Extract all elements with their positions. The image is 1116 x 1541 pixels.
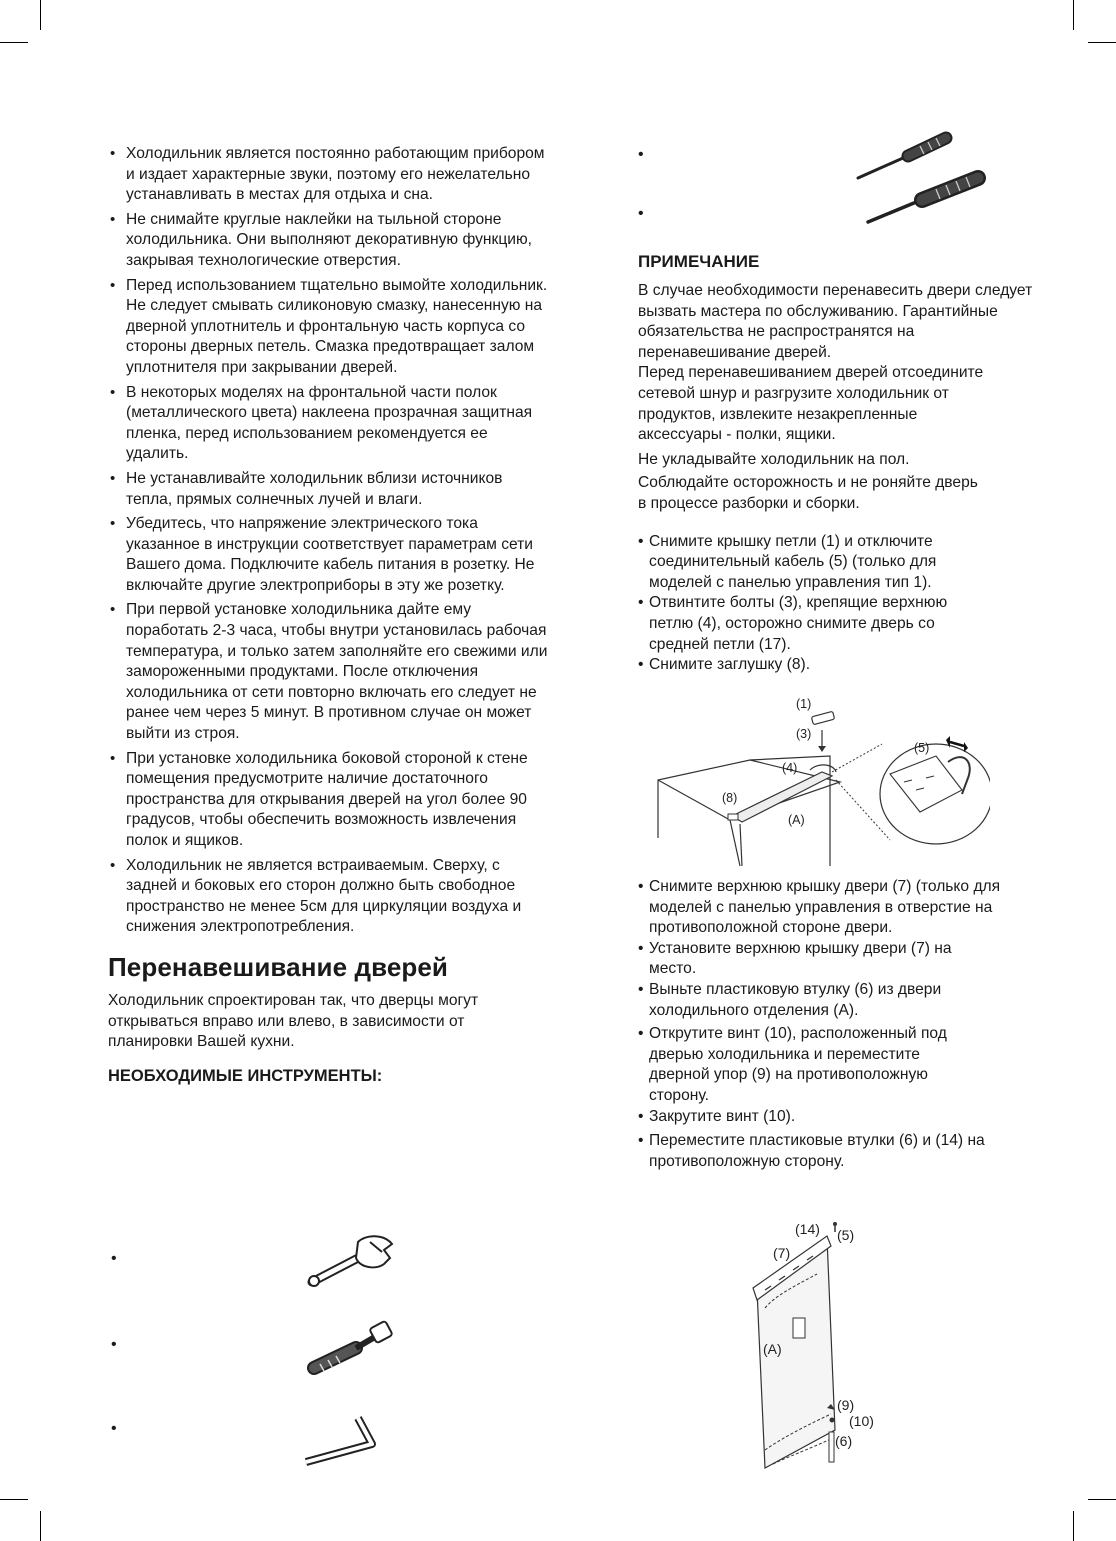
figure-label: (4) xyxy=(782,761,798,775)
figure-label: (A) xyxy=(788,813,805,827)
steps-list-2 xyxy=(638,877,1008,1172)
list-item: • Открутите винт (10), расположенный под дверью холодильника и переместите дверной упор (9) на противоположную сторону. xyxy=(638,1024,979,1106)
list-item: • Убедитесь, что напряжение электрического тока указанное в инструкции соответствует параметрам сети Вашего дома. Подключите кабель питания в розетку. Не включайте другие электроприборы в эту же розетку. xyxy=(108,514,548,596)
steps-list-1 xyxy=(638,532,983,676)
note-paragraph: Не укладывайте холодильник на пол. xyxy=(638,450,910,468)
tools-title: НЕОБХОДИМЫЕ ИНСТРУМЕНТЫ: xyxy=(108,1066,383,1085)
list-item: • Снимите крышку петли (1) и отключите соединительный кабель (5) (только для моделей с панелью управления тип 1). xyxy=(638,532,983,594)
list-item: • В некоторых моделях на фронтальной части полок (металлического цвета) наклеена прозрачная защитная пленка, перед использованием рекомендуется ее удалить. xyxy=(108,383,548,465)
list-item: • При первой установке холодильника дайте ему поработать 2-3 часа, чтобы внутри установилась рабочая температура, и только затем заполняйте его свежими или замороженными продуктами. После отключения холодильника от сети повторно включать его следует не ранее чем через 5 минут. В противном случае он может выйти из строя. xyxy=(108,600,548,744)
door-figure xyxy=(735,1218,895,1470)
list-item: • Снимите заглушку (8). xyxy=(638,655,983,676)
crop-mark xyxy=(40,1511,41,1541)
crop-mark xyxy=(0,1499,28,1500)
figure-label: (14) xyxy=(795,1221,820,1237)
crop-mark xyxy=(40,0,41,30)
wrench-icon xyxy=(300,1232,400,1292)
figure-label: (8) xyxy=(722,791,738,805)
list-item: • При установке холодильника боковой стороной к стене помещения предусмотрите наличие достаточного пространства для открывания дверей на угол более 90 градусов, чтобы обеспечить возможность извлечения полок и ящиков. xyxy=(108,749,548,852)
precautions-list xyxy=(108,144,548,938)
right-column xyxy=(638,252,1058,676)
crop-mark xyxy=(1088,42,1116,43)
list-item: • Не снимайте круглые наклейки на тыльной стороне холодильника. Они выполняют декоративную функцию, закрывая технологические отверстия. xyxy=(108,210,548,272)
list-item: • Холодильник является постоянно работающим прибором и издает характерные звуки, поэтому его нежелательно устанавливать в местах для отдыха и сна. xyxy=(108,144,548,206)
figure-label: (7) xyxy=(773,1245,791,1261)
hinge-removal-figure xyxy=(650,690,990,874)
figure-label: (5) xyxy=(837,1227,855,1243)
figure-label: (6) xyxy=(835,1433,853,1449)
list-item: • Снимите верхнюю крышку двери (7) (только для моделей с панелью управления в отверстие на противоположной стороне двери. xyxy=(638,877,1008,939)
list-item: • Не устанавливайте холодильник вблизи источников тепла, прямых солнечных лучей и влаги. xyxy=(108,469,548,510)
note-paragraph: В случае необходимости перенавесить двери следует вызвать мастера по обслуживанию. Гарантийные обязательства не распространятся на перенавешивание дверей. xyxy=(638,282,1033,361)
list-item: • Холодильник не является встраиваемым. Сверху, с задней и боковых его сторон должно быть свободное пространство не менее 5см для циркуляции воздуха и снижения электропотребления. xyxy=(108,856,548,938)
figure-label: (9) xyxy=(837,1397,855,1413)
note-paragraph: Соблюдайте осторожность и не роняйте дверь в процессе разборки и сборки. xyxy=(638,474,978,512)
phillips-screwdriver-icon xyxy=(860,168,990,230)
list-item: • Выньте пластиковую втулку (6) из двери холодильного отделения (А). xyxy=(638,980,1008,1021)
right-column-lower xyxy=(638,877,1058,1172)
figure-label: (10) xyxy=(849,1413,874,1429)
figure-label: (3) xyxy=(796,727,812,741)
crop-mark xyxy=(1088,1499,1116,1500)
figure-label: (1) xyxy=(796,697,812,711)
left-column xyxy=(108,144,548,1086)
note-title: ПРИМЕЧАНИЕ xyxy=(638,252,760,271)
list-item: • Закрутите винт (10). xyxy=(638,1107,1008,1128)
crop-mark xyxy=(1073,1511,1074,1541)
crop-mark xyxy=(0,42,28,43)
section-intro: Холодильник спроектирован так, что дверцы могут открываться вправо или влево, в зависимости от планировки Вашей кухни. xyxy=(108,991,479,1051)
figure-label: (A) xyxy=(763,1341,782,1357)
list-item: • Установите верхнюю крышку двери (7) на место. xyxy=(638,939,979,980)
crop-mark xyxy=(1073,0,1074,30)
socket-wrench-icon xyxy=(300,1318,400,1380)
list-item: • Отвинтите болты (3), крепящие верхнюю петлю (4), осторожно снимите дверь со средней петли (17). xyxy=(638,593,983,655)
list-item: • Перед использованием тщательно вымойте холодильник. Не следует смывать силиконовую смазку, нанесенную на дверной уплотнитель и фронтальную часть корпуса со стороны дверных петель. Смазка предотвращает залом уплотнителя при закрывании дверей. xyxy=(108,276,548,379)
note-paragraph: Перед перенавешиванием дверей отсоедините сетевой шнур и разгрузите холодильник от продуктов, извлеките незакрепленные аксессуары - полки, ящики. xyxy=(638,364,984,444)
figure-label: (5) xyxy=(914,741,930,755)
section-title: Перенавешивание дверей xyxy=(108,951,449,982)
hex-key-icon xyxy=(300,1410,392,1472)
list-item: • Переместите пластиковые втулки (6) и (14) на противоположную сторону. xyxy=(638,1131,1008,1172)
